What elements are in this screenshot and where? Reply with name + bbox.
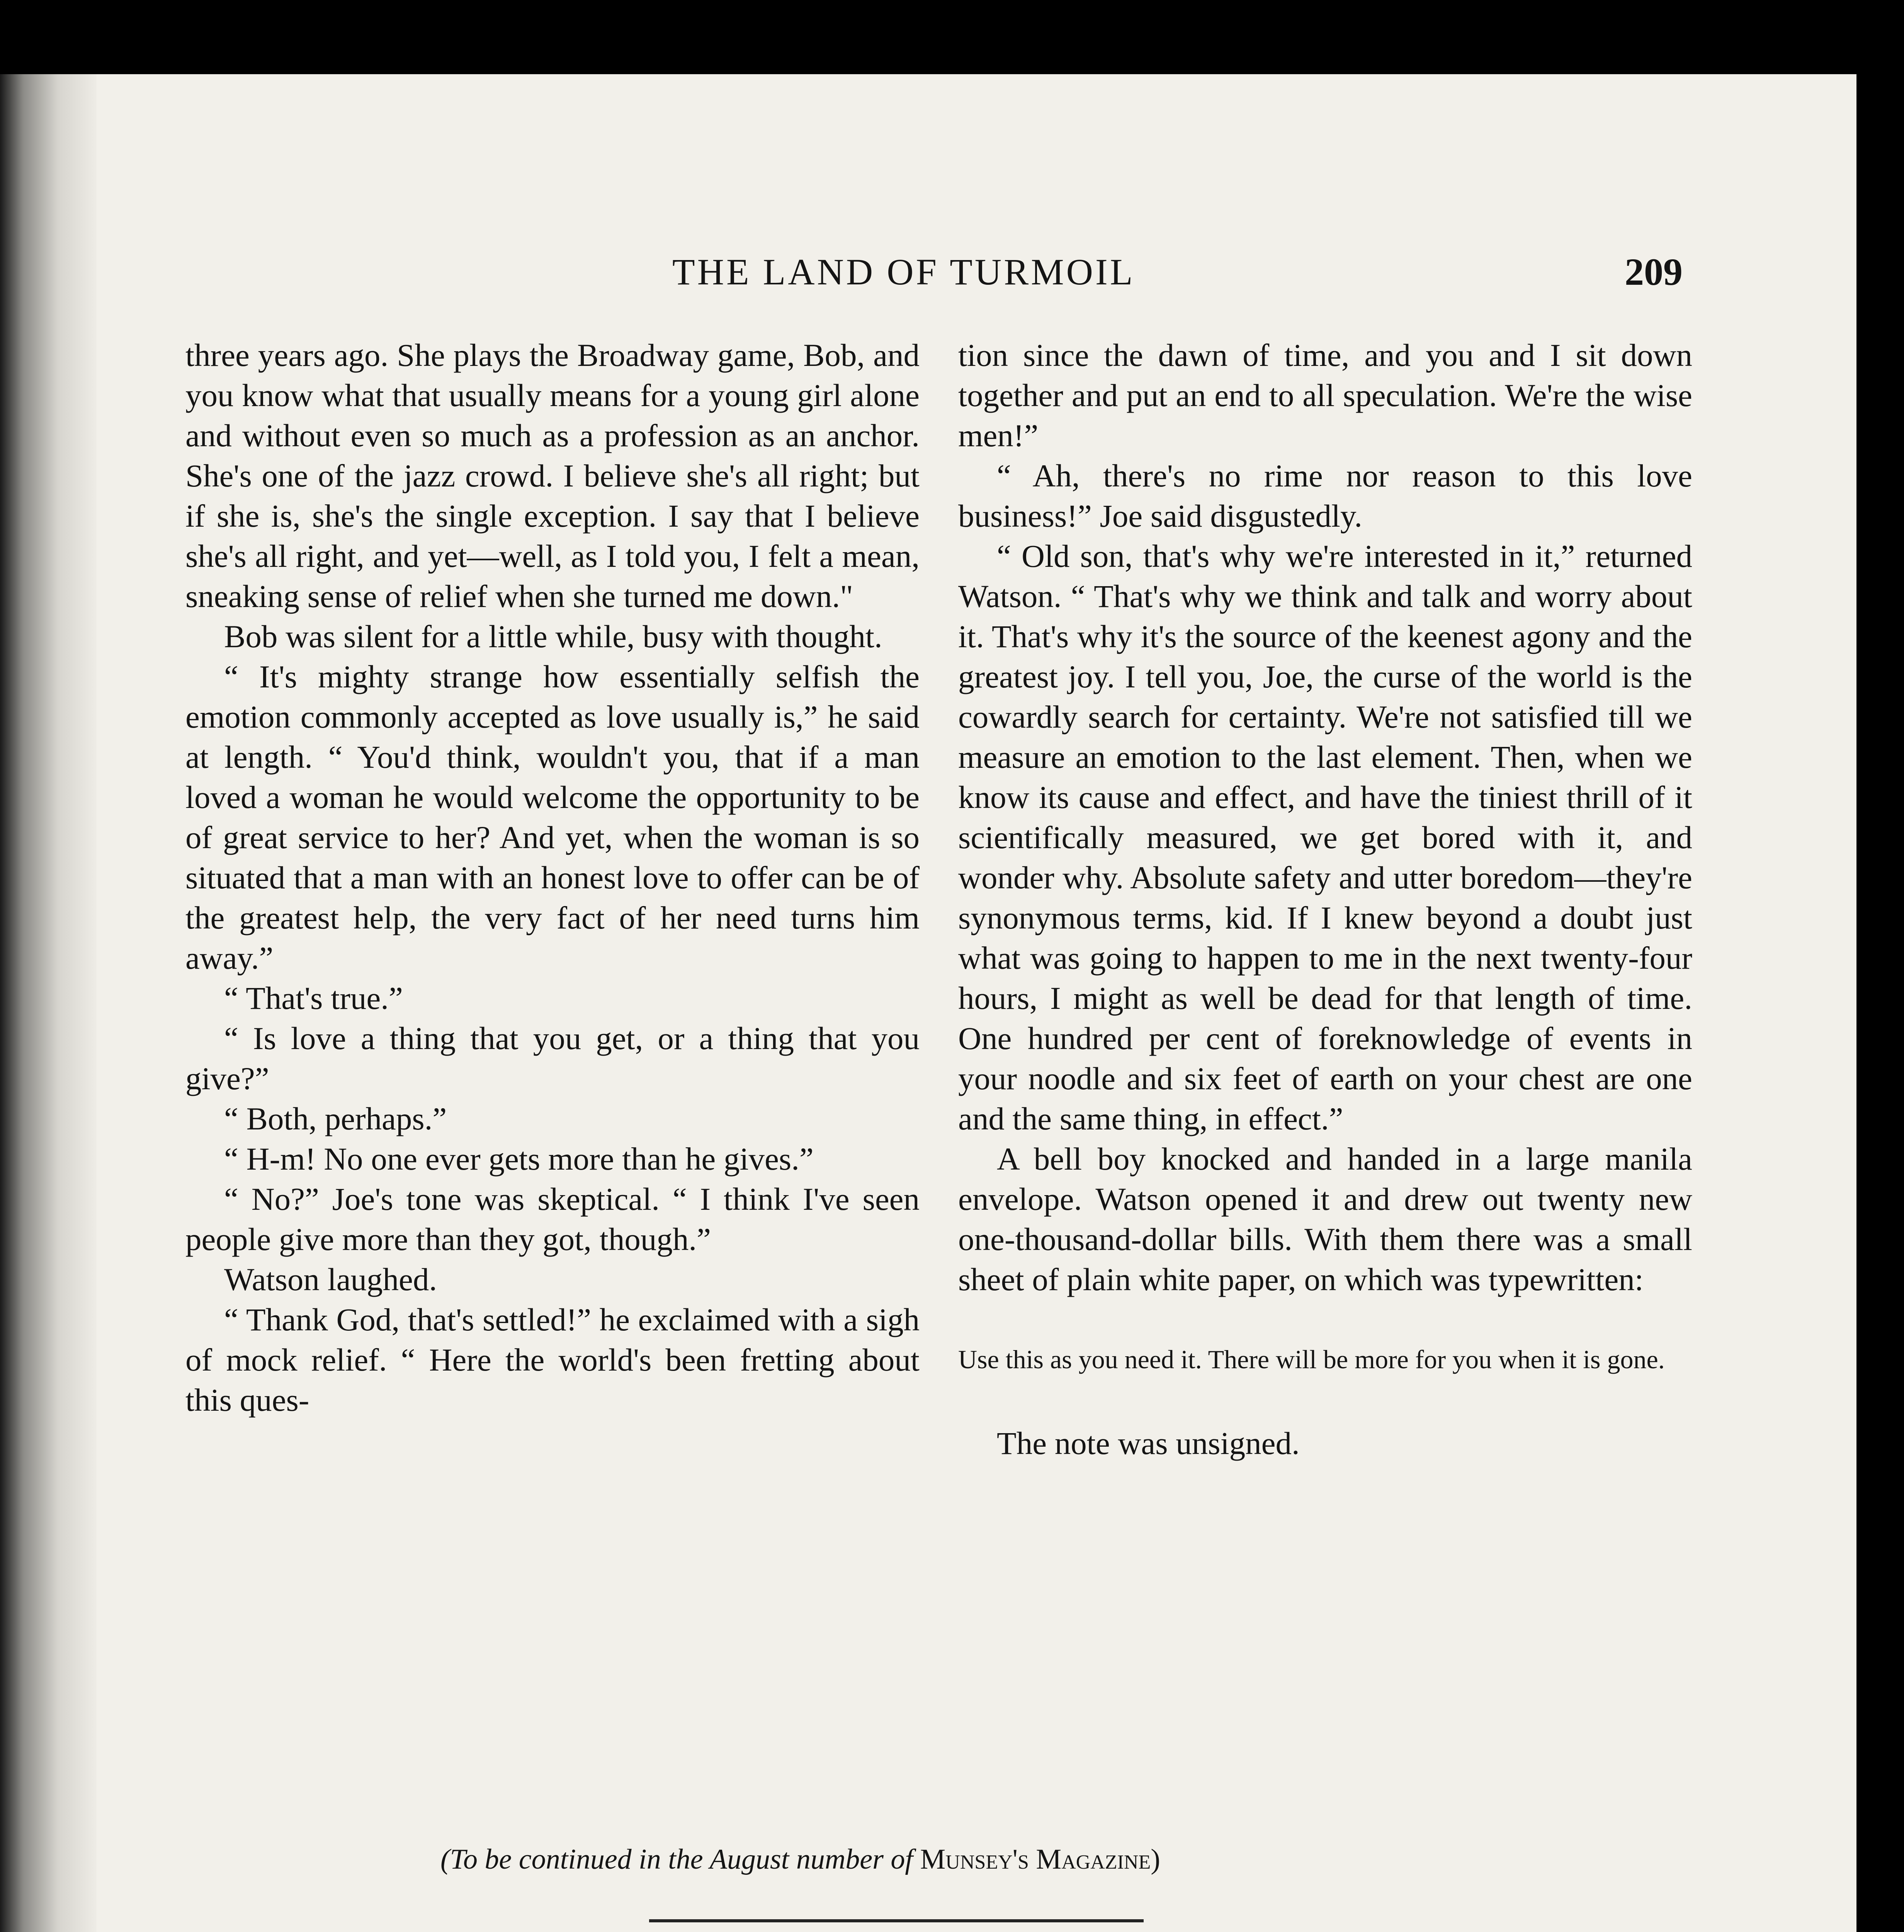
section-divider — [649, 1919, 1144, 1922]
story-paragraph: A bell boy knocked and handed in a large manila envelope. Watson opened it and drew out twenty new one-thousand-dollar bills. With them there was a small sheet of plain white paper, on which was typewritten: — [958, 1141, 1692, 1297]
magazine-page — [0, 74, 1856, 1932]
story-paragraph: Watson laughed. — [224, 1262, 437, 1297]
story-paragraph: “ Old son, that's why we're interested in it,” returned Watson. “ That's why we think and talk and worry about it. That's why it's the source of the keenest agony and the greatest joy. I tell you, Joe, the curse of the world is the cowardly search for certainty. We're not satisfied till we measure an emotion to the last element. Then, when we know its cause and effect, and have the tiniest thrill of it scientifically measured, we get bored with it, and wonder why. Absolute safety and utter boredom—they're synonymous terms, kid. If I knew beyond a doubt just what was going to happen to me in the next twenty-four hours, I might as well be dead for that length of time. One hundred per cent of foreknowledge of events in your noodle and six feet of earth on your chest are one and the same thing, in effect.” — [958, 538, 1692, 1136]
story-column-left — [185, 335, 920, 1420]
closing-line: The note was unsigned. — [997, 1425, 1300, 1461]
running-title: THE LAND OF TURMOIL — [672, 251, 1135, 293]
story-paragraph: “ It's mighty strange how essentially selfish the emotion commonly accepted as love usually is,” he said at length. “ You'd think, wouldn't you, that if a man loved a woman he would welcome the opportunity to be of great service to her? And yet, when the woman is so situated that a man with an honest love to offer can be of the greatest help, the very fact of her need turns him away.” — [185, 659, 920, 976]
story-column-right — [958, 335, 1692, 1463]
story-paragraph: Bob was silent for a little while, busy with thought. — [224, 619, 882, 654]
page-number: 209 — [1625, 250, 1683, 293]
story-paragraph: three years ago. She plays the Broadway game, Bob, and you know what that usually means for a young girl alone and without even so much as a profession as an anchor. She's one of the jazz crowd. I believe she's all right; but if she is, she's the single exception. I say that I believe she's all right, and yet—well, as I told you, I felt a mean, sneaking sense of relief when she turned me down." — [185, 337, 920, 614]
story-paragraph: “ Is love a thing that you get, or a thing that you give?” — [185, 1020, 920, 1096]
running-head — [0, 251, 1856, 293]
continued-text: (To be continued in the August number of — [440, 1844, 913, 1875]
binding-gutter — [0, 74, 97, 1932]
story-paragraph: tion since the dawn of time, and you and I sit down together and put an end to all speculation. We're the wise men!” — [958, 337, 1692, 453]
story-paragraph: “ Thank God, that's settled!” he exclaimed with a sigh of mock relief. “ Here the world's been fretting about this ques- — [185, 1302, 920, 1418]
story-paragraph: “ No?” Joe's tone was skeptical. “ I think I've seen people give more than they got, though.” — [185, 1181, 920, 1257]
story-paragraph: “ Both, perhaps.” — [224, 1101, 447, 1136]
continued-notice — [440, 1840, 1160, 1879]
typewritten-note: Use this as you need it. There will be more for you when it is gone. — [958, 1345, 1665, 1374]
story-paragraph: “ That's true.” — [224, 980, 403, 1016]
magazine-name: Munsey's Magazine) — [920, 1844, 1160, 1875]
story-paragraph: “ Ah, there's no rime nor reason to this love business!” Joe said disgustedly. — [958, 458, 1692, 534]
story-paragraph: “ H-m! No one ever gets more than he gives.” — [224, 1141, 814, 1177]
